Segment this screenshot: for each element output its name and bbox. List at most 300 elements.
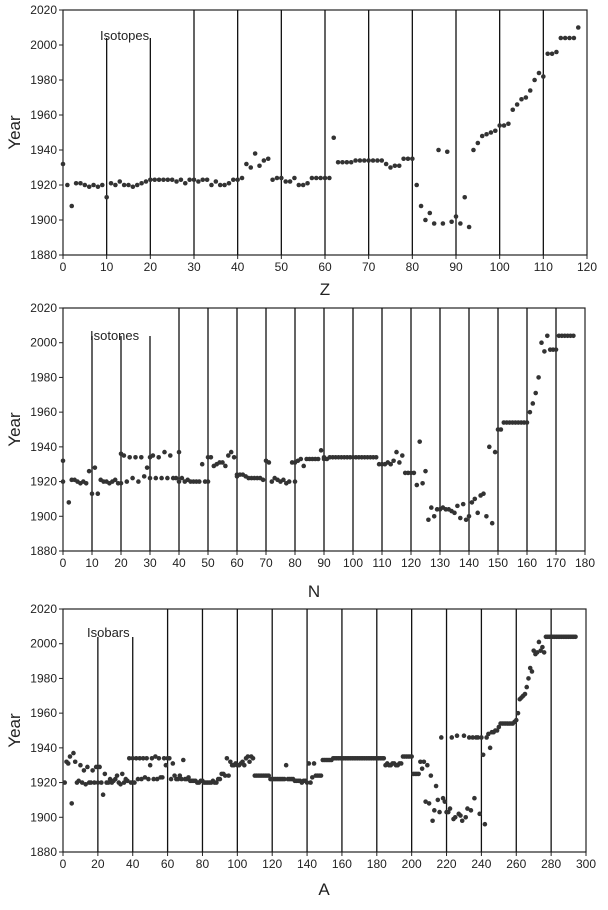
isotopes-data-point xyxy=(275,176,280,181)
isobars-plot-frame xyxy=(63,609,586,852)
isotopes-data-point xyxy=(196,179,201,184)
isobars-title: Isobars xyxy=(87,625,130,640)
isotopes-data-point xyxy=(61,162,66,167)
isotopes-data-point xyxy=(362,158,367,163)
isobars-data-point xyxy=(409,754,414,759)
isotones-data-point xyxy=(426,517,431,522)
isotones-data-point xyxy=(545,333,550,338)
isotones-data-point xyxy=(133,455,138,460)
isotones-x-tick-label: 140 xyxy=(458,556,480,570)
isotopes-data-point xyxy=(270,177,275,182)
isotopes-data-point xyxy=(576,25,581,30)
isotopes-data-point xyxy=(358,158,363,163)
isotopes-data-point xyxy=(563,36,568,41)
isotopes-data-point xyxy=(532,78,537,83)
isobars-x-tick-label: 60 xyxy=(160,857,175,871)
isotones-data-point xyxy=(93,465,98,470)
isobars-data-point xyxy=(68,754,73,759)
isotopes-data-point xyxy=(179,177,184,182)
isotopes-data-point xyxy=(183,181,188,186)
isobars-data-point xyxy=(442,799,447,804)
isotones-data-point xyxy=(528,410,533,415)
isotones-data-point xyxy=(391,458,396,463)
isotopes-data-point xyxy=(253,151,258,156)
isobars-x-tick-label: 120 xyxy=(262,857,283,871)
isotones-data-point xyxy=(415,483,420,488)
isobars-x-tick-label: 280 xyxy=(541,857,562,871)
isotopes-data-point xyxy=(471,148,476,153)
isotones-y-tick-label: 1900 xyxy=(30,509,57,524)
isotopes-data-point xyxy=(91,183,96,188)
isobars-y-axis-title: Year xyxy=(5,713,24,748)
isobars-data-point xyxy=(463,815,468,820)
isotones-x-tick-label: 180 xyxy=(574,556,596,570)
isotopes-data-point xyxy=(292,176,297,181)
isotopes-x-tick-label: 70 xyxy=(361,260,376,274)
isobars-data-point xyxy=(429,773,434,778)
isotopes-data-point xyxy=(345,160,350,165)
isotones-y-axis-title: Year xyxy=(5,412,24,447)
isotopes-data-point xyxy=(318,176,323,181)
isotopes-data-point xyxy=(205,177,210,182)
isobars-x-tick-label: 160 xyxy=(331,857,352,871)
isobars-data-point xyxy=(171,761,176,766)
isotones-x-tick-label: 170 xyxy=(545,556,567,570)
isobars-x-tick-label: 220 xyxy=(436,857,457,871)
isotopes-data-point xyxy=(340,160,345,165)
isotopes-data-point xyxy=(462,195,467,200)
isotones-data-point xyxy=(127,455,132,460)
isotopes-data-point xyxy=(240,176,245,181)
isotones-data-point xyxy=(87,469,92,474)
isotopes-data-point xyxy=(83,183,88,188)
isotones-data-point xyxy=(200,462,205,467)
isobars-data-point xyxy=(432,808,437,813)
isotopes-data-point xyxy=(449,219,454,224)
isotopes-data-point xyxy=(506,121,511,126)
isotones-data-point xyxy=(525,420,530,425)
isotopes-data-point xyxy=(209,183,214,188)
isobars-y-tick-label: 1880 xyxy=(30,845,57,859)
isobars-data-point xyxy=(573,634,578,639)
isobars-data-point xyxy=(416,772,421,777)
isobars-data-point xyxy=(66,761,71,766)
isotopes-data-point xyxy=(541,74,546,79)
isotones-data-point xyxy=(61,458,66,463)
isotones-x-tick-label: 150 xyxy=(487,556,509,570)
isotones-data-point xyxy=(412,471,417,476)
isotones-data-point xyxy=(316,457,321,462)
isotones-data-point xyxy=(301,464,306,469)
isotones-data-point xyxy=(168,453,173,458)
isobars-panel xyxy=(5,602,596,899)
isobars-data-point xyxy=(90,768,95,773)
isotones-data-point xyxy=(209,455,214,460)
isotopes-data-point xyxy=(397,163,402,168)
isobars-data-point xyxy=(537,640,542,645)
isobars-data-point xyxy=(99,780,104,785)
isotopes-data-point xyxy=(559,36,564,41)
isotones-y-tick-label: 1940 xyxy=(30,439,57,454)
isotopes-data-point xyxy=(331,135,336,140)
isotopes-data-point xyxy=(489,130,494,135)
isotones-data-point xyxy=(484,514,489,519)
isotones-data-point xyxy=(206,479,211,484)
isotopes-data-point xyxy=(353,158,358,163)
isotopes-data-point xyxy=(572,36,577,41)
isotopes-data-point xyxy=(537,71,542,76)
isobars-data-point xyxy=(101,792,106,797)
isotopes-data-point xyxy=(524,95,529,100)
isotopes-panel xyxy=(5,3,597,299)
isotones-x-tick-label: 0 xyxy=(59,556,67,570)
isotones-x-tick-label: 60 xyxy=(230,556,244,570)
isotones-data-point xyxy=(490,521,495,526)
isotopes-data-point xyxy=(314,176,319,181)
isobars-data-point xyxy=(439,735,444,740)
isotopes-data-point xyxy=(423,218,428,223)
isobars-data-point xyxy=(120,772,125,777)
isotopes-data-point xyxy=(502,123,507,128)
isotopes-data-point xyxy=(157,177,162,182)
isobars-data-point xyxy=(436,798,441,803)
isotopes-data-point xyxy=(117,179,122,184)
isotones-data-point xyxy=(90,491,95,496)
isotones-y-tick-label: 1980 xyxy=(30,370,57,385)
isotopes-data-point xyxy=(410,156,415,161)
isotopes-data-point xyxy=(480,134,485,139)
isobars-data-point xyxy=(516,711,521,716)
isotones-data-point xyxy=(571,333,576,338)
isobars-data-point xyxy=(225,756,230,761)
isobars-data-point xyxy=(308,780,313,785)
isotones-data-point xyxy=(499,427,504,432)
isotopes-data-point xyxy=(144,179,149,184)
isotopes-data-point xyxy=(297,183,302,188)
isobars-y-tick-label: 1940 xyxy=(30,740,57,755)
isobars-data-point xyxy=(453,815,458,820)
isobars-data-point xyxy=(307,761,312,766)
isotopes-data-point xyxy=(436,148,441,153)
isotopes-x-tick-label: 20 xyxy=(143,260,158,274)
isotopes-data-point xyxy=(493,128,498,133)
isotones-data-point xyxy=(467,514,472,519)
isotopes-x-tick-label: 30 xyxy=(187,260,201,274)
isotopes-data-point xyxy=(301,183,306,188)
isotones-data-point xyxy=(130,476,135,481)
isobars-data-point xyxy=(469,808,474,813)
isotopes-y-axis-title: Year xyxy=(5,115,24,150)
isotones-data-point xyxy=(374,455,379,460)
isobars-data-point xyxy=(481,753,486,758)
isobars-data-point xyxy=(430,818,435,823)
isobars-data-point xyxy=(167,756,172,761)
isotones-data-point xyxy=(165,476,170,481)
isobars-data-point xyxy=(160,775,165,780)
isotones-title: Isotones xyxy=(90,328,140,343)
isotones-y-tick-label: 1920 xyxy=(30,474,57,489)
isotones-data-point xyxy=(417,439,422,444)
isobars-data-point xyxy=(542,650,547,655)
isotones-data-point xyxy=(96,491,101,496)
isotones-panel xyxy=(5,301,595,601)
isotopes-y-tick-label: 1980 xyxy=(30,73,57,87)
isotopes-data-point xyxy=(139,181,144,186)
isotones-data-point xyxy=(461,502,466,507)
isotones-data-point xyxy=(429,505,434,510)
isotones-data-point xyxy=(293,479,298,484)
isotones-data-point xyxy=(162,450,167,455)
isotones-x-tick-label: 40 xyxy=(172,556,186,570)
isobars-data-point xyxy=(488,746,493,751)
isobars-data-point xyxy=(437,810,442,815)
isobars-data-point xyxy=(472,796,477,801)
isotones-data-point xyxy=(177,450,182,455)
isotopes-data-point xyxy=(515,102,520,107)
isotopes-data-point xyxy=(218,183,223,188)
isobars-data-point xyxy=(146,777,151,782)
isobars-data-point xyxy=(479,735,484,740)
isotones-data-point xyxy=(481,491,486,496)
isotones-x-tick-label: 30 xyxy=(143,556,157,570)
isotopes-x-tick-label: 100 xyxy=(489,260,510,274)
isobars-data-point xyxy=(530,669,535,674)
isotopes-data-point xyxy=(248,165,253,170)
isobars-data-point xyxy=(62,780,67,785)
isobars-x-tick-label: 260 xyxy=(506,857,527,871)
isotopes-data-point xyxy=(510,107,515,112)
isotopes-data-point xyxy=(174,179,179,184)
isotones-y-tick-label: 1960 xyxy=(30,405,57,420)
isotopes-data-point xyxy=(200,177,205,182)
isotopes-data-point xyxy=(528,88,533,93)
isotopes-data-point xyxy=(349,160,354,165)
isotopes-data-point xyxy=(414,183,419,188)
isobars-data-point xyxy=(477,812,482,817)
isotones-y-tick-label: 2020 xyxy=(30,301,57,315)
isotopes-x-tick-label: 0 xyxy=(59,260,67,274)
isotones-data-point xyxy=(531,401,536,406)
isotones-data-point xyxy=(197,479,202,484)
isotones-data-point xyxy=(151,453,156,458)
isotopes-data-point xyxy=(135,183,140,188)
isotones-x-tick-label: 70 xyxy=(259,556,273,570)
isobars-x-tick-label: 20 xyxy=(91,857,105,871)
isotones-data-point xyxy=(423,469,428,474)
isotones-data-point xyxy=(232,455,237,460)
isobars-data-point xyxy=(247,759,252,764)
isotones-data-point xyxy=(156,455,161,460)
isotones-data-point xyxy=(542,349,547,354)
isotopes-data-point xyxy=(305,181,310,186)
isotopes-data-point xyxy=(497,123,502,128)
isotones-data-point xyxy=(223,464,228,469)
isobars-y-tick-label: 1900 xyxy=(30,810,57,825)
isobars-data-point xyxy=(420,766,425,771)
isotopes-data-point xyxy=(476,141,481,146)
isotones-data-point xyxy=(159,476,164,481)
isotopes-title: Isotopes xyxy=(100,28,150,43)
isotopes-data-point xyxy=(166,177,171,182)
isotopes-y-tick-label: 2000 xyxy=(30,38,57,52)
isotones-data-point xyxy=(473,497,478,502)
isotones-data-point xyxy=(142,474,147,479)
isotopes-data-point xyxy=(78,181,83,186)
isotopes-x-tick-label: 50 xyxy=(274,260,289,274)
isotones-x-tick-label: 110 xyxy=(372,556,392,570)
isobars-x-tick-label: 180 xyxy=(366,857,387,871)
isotones-data-point xyxy=(420,481,425,486)
isotopes-data-point xyxy=(100,183,105,188)
isotopes-data-point xyxy=(419,204,424,209)
isotones-x-tick-label: 10 xyxy=(85,556,99,570)
isotopes-data-point xyxy=(96,184,101,189)
isotones-y-tick-label: 1880 xyxy=(30,544,57,558)
isotones-data-point xyxy=(261,478,266,483)
isobars-data-point xyxy=(455,733,460,738)
isobars-data-point xyxy=(69,801,74,806)
isotopes-data-point xyxy=(126,183,131,188)
isotopes-data-point xyxy=(366,158,371,163)
isobars-data-point xyxy=(427,801,432,806)
isobars-data-point xyxy=(251,756,256,761)
isobars-y-tick-label: 1980 xyxy=(30,671,57,686)
isobars-data-point xyxy=(462,733,467,738)
isobars-data-point xyxy=(132,780,137,785)
isotones-data-point xyxy=(61,479,66,484)
isotopes-x-tick-label: 110 xyxy=(533,260,553,274)
isotopes-data-point xyxy=(445,149,450,154)
isobars-x-tick-label: 300 xyxy=(575,857,597,871)
isobars-data-point xyxy=(540,645,545,650)
isotopes-x-tick-label: 60 xyxy=(318,260,332,274)
isotopes-data-point xyxy=(393,163,398,168)
isotones-data-point xyxy=(229,450,234,455)
isobars-y-tick-label: 1920 xyxy=(30,775,57,790)
isotones-data-point xyxy=(139,455,144,460)
isotopes-data-point xyxy=(288,179,293,184)
isotopes-data-point xyxy=(187,177,192,182)
isotopes-data-point xyxy=(441,221,446,226)
isotones-data-point xyxy=(148,476,153,481)
isotones-data-point xyxy=(319,448,324,453)
isotopes-data-point xyxy=(519,97,524,102)
isobars-x-tick-label: 0 xyxy=(59,857,67,871)
isotones-x-tick-label: 130 xyxy=(429,556,451,570)
isobars-data-point xyxy=(523,692,528,697)
isotones-data-point xyxy=(394,450,399,455)
isotopes-data-point xyxy=(152,177,157,182)
isobars-data-point xyxy=(425,763,430,768)
isotopes-data-point xyxy=(371,158,376,163)
isotopes-x-tick-label: 80 xyxy=(405,260,420,274)
isobars-data-point xyxy=(524,685,529,690)
isotones-data-point xyxy=(136,479,141,484)
isotones-x-tick-label: 50 xyxy=(201,556,215,570)
isobars-data-point xyxy=(164,763,169,768)
isobars-data-point xyxy=(71,751,76,756)
isobars-y-tick-label: 1960 xyxy=(30,706,57,721)
isotopes-x-tick-label: 40 xyxy=(230,260,245,274)
isotopes-data-point xyxy=(222,183,227,188)
isotones-x-tick-label: 120 xyxy=(400,556,422,570)
isotopes-data-point xyxy=(266,156,271,161)
isotopes-data-point xyxy=(554,50,559,55)
isotopes-data-point xyxy=(567,36,572,41)
isobars-x-tick-label: 200 xyxy=(401,857,422,871)
isotones-x-tick-label: 160 xyxy=(516,556,538,570)
isobars-data-point xyxy=(448,806,453,811)
isobars-data-point xyxy=(381,756,386,761)
isobars-data-point xyxy=(319,773,324,778)
isotones-data-point xyxy=(154,476,159,481)
isotopes-data-point xyxy=(161,177,166,182)
isobars-data-point xyxy=(312,761,317,766)
isobars-data-point xyxy=(514,718,519,723)
isotones-x-tick-label: 90 xyxy=(317,556,331,570)
isobars-data-point xyxy=(157,756,162,761)
isotones-x-tick-label: 100 xyxy=(342,556,364,570)
isotones-data-point xyxy=(539,340,544,345)
isobars-y-tick-label: 2020 xyxy=(30,602,57,616)
isotopes-data-point xyxy=(336,160,341,165)
isobars-x-tick-label: 100 xyxy=(227,857,248,871)
isobars-data-point xyxy=(226,773,231,778)
isotopes-data-point xyxy=(458,221,463,226)
isotones-data-point xyxy=(145,465,150,470)
isotopes-data-point xyxy=(192,177,197,182)
isotopes-data-point xyxy=(262,158,267,163)
isobars-data-point xyxy=(458,813,463,818)
isotopes-data-point xyxy=(104,195,109,200)
isotopes-y-tick-label: 1940 xyxy=(30,143,57,157)
isotopes-x-tick-label: 10 xyxy=(99,260,114,274)
isotopes-x-tick-label: 120 xyxy=(576,260,598,274)
isotones-data-point xyxy=(119,481,124,486)
isotones-x-tick-label: 80 xyxy=(288,556,302,570)
isotopes-data-point xyxy=(244,162,249,167)
isotopes-y-tick-label: 1920 xyxy=(30,178,57,192)
isotopes-y-tick-label: 2020 xyxy=(30,3,57,17)
isobars-x-tick-label: 40 xyxy=(126,857,140,871)
isobars-data-point xyxy=(148,763,153,768)
isotones-data-point xyxy=(400,453,405,458)
isotones-data-point xyxy=(84,481,89,486)
isotopes-data-point xyxy=(454,214,459,219)
isotopes-data-point xyxy=(379,158,384,163)
isobars-data-point xyxy=(115,773,120,778)
isobars-data-point xyxy=(73,759,78,764)
isobars-data-point xyxy=(422,759,427,764)
isotones-y-tick-label: 2000 xyxy=(30,335,57,350)
isotones-data-point xyxy=(299,457,304,462)
isobars-x-tick-label: 240 xyxy=(471,857,492,871)
isobars-data-point xyxy=(460,818,465,823)
isotopes-data-point xyxy=(65,183,70,188)
isotones-x-axis-title: N xyxy=(307,582,321,601)
isobars-data-point xyxy=(434,784,439,789)
isotones-data-point xyxy=(452,511,457,516)
isotopes-data-point xyxy=(550,51,555,56)
isobars-data-point xyxy=(399,761,404,766)
isotopes-data-point xyxy=(87,184,92,189)
isotones-x-tick-label: 20 xyxy=(114,556,128,570)
isotopes-data-point xyxy=(279,176,284,181)
isobars-x-axis-title: A xyxy=(318,880,330,899)
isobars-data-point xyxy=(526,676,531,681)
isobars-x-tick-label: 80 xyxy=(195,857,210,871)
isotopes-data-point xyxy=(406,156,411,161)
